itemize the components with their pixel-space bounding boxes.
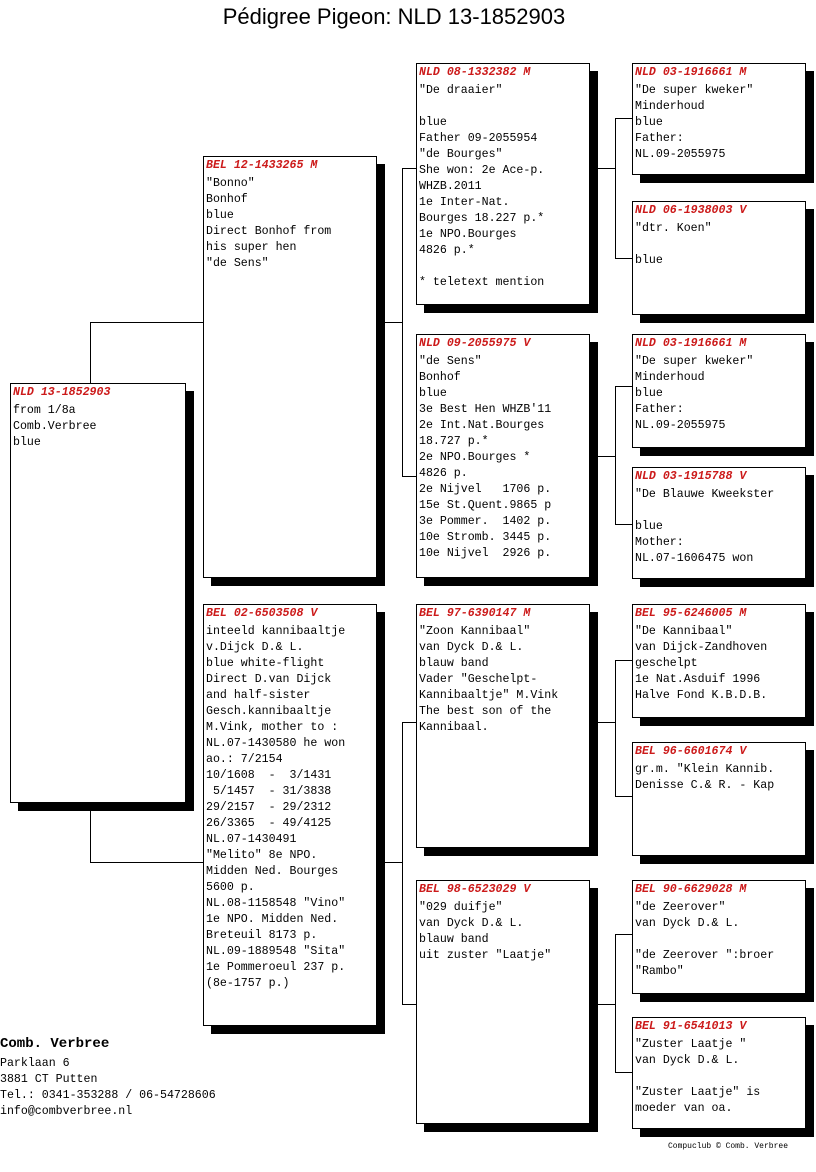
connector-line xyxy=(615,118,633,119)
connector-line xyxy=(402,1004,417,1005)
pigeon-card-dss[interactable] xyxy=(632,604,806,718)
pigeon-details: "de Sens" Bonhof blue 3e Best Hen WHZB'11 2e Int.Nat.Bourges 18.727 p.* 2e NPO.Bourges * 4826 p. 2e Nijvel 1706 p. 15e St.Quent.9865 p 3e Pommer. 1402 p. 10e Stromb. 3445 p. 10e Nijvel 2926 p. xyxy=(419,355,552,560)
pigeon-details: "dtr. Koen" blue xyxy=(635,222,712,267)
connector-line xyxy=(598,1004,615,1005)
ring-number: BEL 12-1433265 M xyxy=(206,159,318,172)
pigeon-card-sire-dam[interactable] xyxy=(416,334,590,578)
connector-line xyxy=(615,118,616,258)
ring-number: BEL 98-6523029 V xyxy=(419,883,531,896)
pigeon-card-dam-sire[interactable] xyxy=(416,604,590,848)
breeder-city: 3881 CT Putten xyxy=(0,1073,98,1086)
footer-credit: Compuclub © Comb. Verbree xyxy=(667,1142,788,1151)
pigeon-details: "de Zeerover" van Dyck D.& L. "de Zeerover ":broer "Rambo" xyxy=(635,901,775,978)
ring-number: NLD 09-2055975 V xyxy=(419,337,531,350)
pigeon-details: "Zuster Laatje " van Dyck D.& L. "Zuster Laatje" is moeder van oa. xyxy=(635,1038,761,1115)
connector-line xyxy=(598,168,615,169)
pigeon-card-subject[interactable] xyxy=(10,383,186,803)
connector-line xyxy=(90,322,91,384)
connector-line xyxy=(615,660,616,796)
breeder-email: info@combverbree.nl xyxy=(0,1105,133,1118)
connector-line xyxy=(615,258,633,259)
breeder-address: Parklaan 6 xyxy=(0,1057,70,1070)
ring-number: NLD 03-1915788 V xyxy=(635,470,747,483)
ring-number: NLD 03-1916661 M xyxy=(635,337,747,350)
connector-line xyxy=(598,456,615,457)
pigeon-card-sire[interactable] xyxy=(203,156,377,578)
connector-line xyxy=(615,660,633,661)
connector-line xyxy=(615,386,633,387)
page-title: Pédigree Pigeon: NLD 13-1852903 xyxy=(222,4,566,29)
ring-number: BEL 90-6629028 M xyxy=(635,883,747,896)
ring-number: BEL 91-6541013 V xyxy=(635,1020,747,1033)
connector-line xyxy=(615,386,616,524)
breeder-info xyxy=(0,1036,216,1120)
connector-line xyxy=(90,802,91,863)
ring-number: BEL 97-6390147 M xyxy=(419,607,531,620)
pigeon-card-dds[interactable] xyxy=(632,880,806,994)
pigeon-details: gr.m. "Klein Kannib. Denisse C.& R. - Kap xyxy=(635,763,775,792)
pigeon-details: "De Kannibaal" van Dijck-Zandhoven geschelpt 1e Nat.Asduif 1996 Halve Fond K.B.D.B. xyxy=(635,625,768,702)
connector-line xyxy=(402,476,417,477)
pigeon-card-dsd[interactable] xyxy=(632,742,806,856)
connector-line xyxy=(615,934,616,1072)
ring-number: NLD 03-1916661 M xyxy=(635,66,747,79)
pigeon-card-ssd[interactable] xyxy=(632,201,806,315)
connector-line xyxy=(402,168,417,169)
connector-line xyxy=(402,168,403,476)
pigeon-details: inteeld kannibaaltje v.Dijck D.& L. blue white-flight Direct D.van Dijck and half-sister Gesch.kannibaaltje M.Vink, mother to : NL.07-1430580 he won ao.: 7/2154 10/1608 - 3/1431 5/1457 - 31/3838 29/2157 - 29/2312 26/3365 - 49/4125 NL.07-1430491 "Melito" 8e NPO. Midden Ned. Bourges 5600 p. NL.08-1158548 "Vino" 1e NPO. Midden Ned. Breteuil 8173 p. NL.09-1889548 "Sita" 1e Pommeroeul 237 p. (8e-1757 p.) xyxy=(206,625,346,990)
pigeon-card-sire-sire[interactable] xyxy=(416,63,590,305)
ring-number: NLD 13-1852903 xyxy=(13,386,111,399)
pigeon-details: "De Blauwe Kweekster blue Mother: NL.07-1606475 won xyxy=(635,488,775,565)
connector-line xyxy=(615,524,633,525)
breeder-phone: Tel.: 0341-353288 / 06-54728606 xyxy=(0,1089,216,1102)
pigeon-card-dam-dam[interactable] xyxy=(416,880,590,1124)
ring-number: BEL 95-6246005 M xyxy=(635,607,747,620)
connector-line xyxy=(384,322,402,323)
connector-line xyxy=(402,722,417,723)
pigeon-card-ddd[interactable] xyxy=(632,1017,806,1129)
connector-line xyxy=(402,722,403,1004)
pigeon-details: "Zoon Kannibaal" van Dyck D.& L. blauw band Vader "Geschelpt- Kannibaaltje" M.Vink The best son of the Kannibaal. xyxy=(419,625,559,734)
pigeon-card-sss[interactable] xyxy=(632,63,806,175)
pigeon-details: "De super kweker" Minderhoud blue Father: NL.09-2055975 xyxy=(635,355,754,432)
pigeon-details: from 1/8a Comb.Verbree blue xyxy=(13,404,97,449)
pigeon-details: "De draaier" blue Father 09-2055954 "de Bourges" She won: 2e Ace-p. WHZB.2011 1e Inter-Nat. Bourges 18.227 p.* 1e NPO.Bourges 4826 p.* * teletext mention xyxy=(419,84,545,289)
connector-line xyxy=(90,322,204,323)
connector-line xyxy=(90,862,204,863)
connector-line xyxy=(598,722,615,723)
connector-line xyxy=(615,1072,633,1073)
connector-line xyxy=(615,934,633,935)
pigeon-card-sdd[interactable] xyxy=(632,467,806,579)
ring-number: NLD 06-1938003 V xyxy=(635,204,747,217)
pigeon-card-sds[interactable] xyxy=(632,334,806,448)
ring-number: NLD 08-1332382 M xyxy=(419,66,531,79)
pigeon-details: "De super kweker" Minderhoud blue Father: NL.09-2055975 xyxy=(635,84,754,161)
connector-line xyxy=(384,862,402,863)
pigeon-details: "Bonno" Bonhof blue Direct Bonhof from his super hen "de Sens" xyxy=(206,177,332,270)
pigeon-details: "029 duifje" van Dyck D.& L. blauw band uit zuster "Laatje" xyxy=(419,901,552,962)
ring-number: BEL 02-6503508 V xyxy=(206,607,318,620)
ring-number: BEL 96-6601674 V xyxy=(635,745,747,758)
connector-line xyxy=(615,796,633,797)
breeder-name: Comb. Verbree xyxy=(0,1036,110,1052)
pigeon-card-dam[interactable] xyxy=(203,604,377,1026)
